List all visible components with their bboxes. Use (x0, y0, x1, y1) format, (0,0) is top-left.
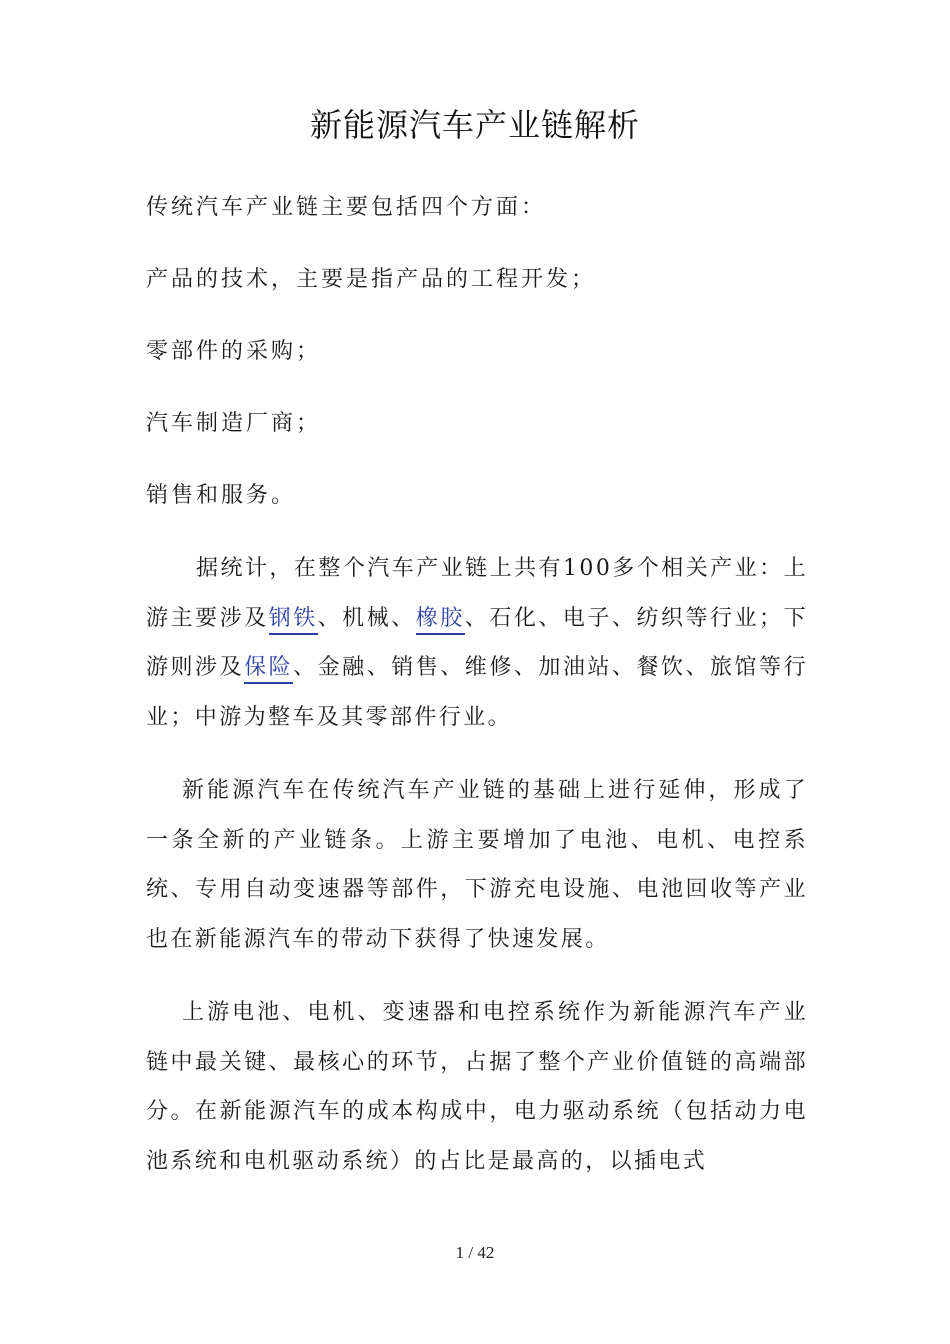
body-line-3: 零部件的采购； (146, 339, 322, 364)
body-line-2: 产品的技术，主要是指产品的工程开发； (146, 267, 597, 292)
paragraph-upstream-core: 上游电池、电机、变速器和电控系统作为新能源汽车产业链中最关键、最核心的环节，占据了整个产业价值链的高端部分。在新能源汽车的成本构成中，电力驱动系统（包括动力电池系统和电机驱动系统）的占比是最高的，以插电式 (146, 1000, 808, 1174)
paragraph1-text-4: 、金融、销售、维修、加油站、餐饮、旅馆等行业；中游为整车及其零部件行业。 (146, 655, 808, 730)
paragraph1-text-3: 、石化、电子、纺织等行业；下游则涉及 (146, 605, 808, 680)
body-line-4: 汽车制造厂商； (146, 411, 322, 436)
link-steel[interactable]: 钢铁 (269, 606, 318, 635)
paragraph-new-energy-chain: 新能源汽车在传统汽车产业链的基础上进行延伸，形成了一条全新的产业链条。上游主要增加了电池、电机、电控系统、专用自动变速器等部件，下游充电设施、电池回收等产业也在新能源汽车的带动下获得了快速发展。 (146, 778, 808, 952)
body-line-5: 销售和服务。 (146, 483, 297, 508)
link-rubber[interactable]: 橡胶 (416, 606, 465, 635)
body-line-1: 传统汽车产业链主要包括四个方面： (146, 195, 547, 220)
link-insurance[interactable]: 保险 (244, 655, 293, 684)
paragraph1-text-2: 、机械、 (317, 605, 416, 631)
page-indicator: 1 / 42 (455, 1243, 495, 1262)
paragraph-industry-stats (146, 544, 808, 742)
document-body (146, 184, 808, 1210)
paragraph1-text-1: 据统计，在整个汽车产业链上共有100多个相关产业：上游主要涉及 (146, 556, 808, 631)
document-title: 新能源汽车产业链解析 (309, 106, 640, 144)
